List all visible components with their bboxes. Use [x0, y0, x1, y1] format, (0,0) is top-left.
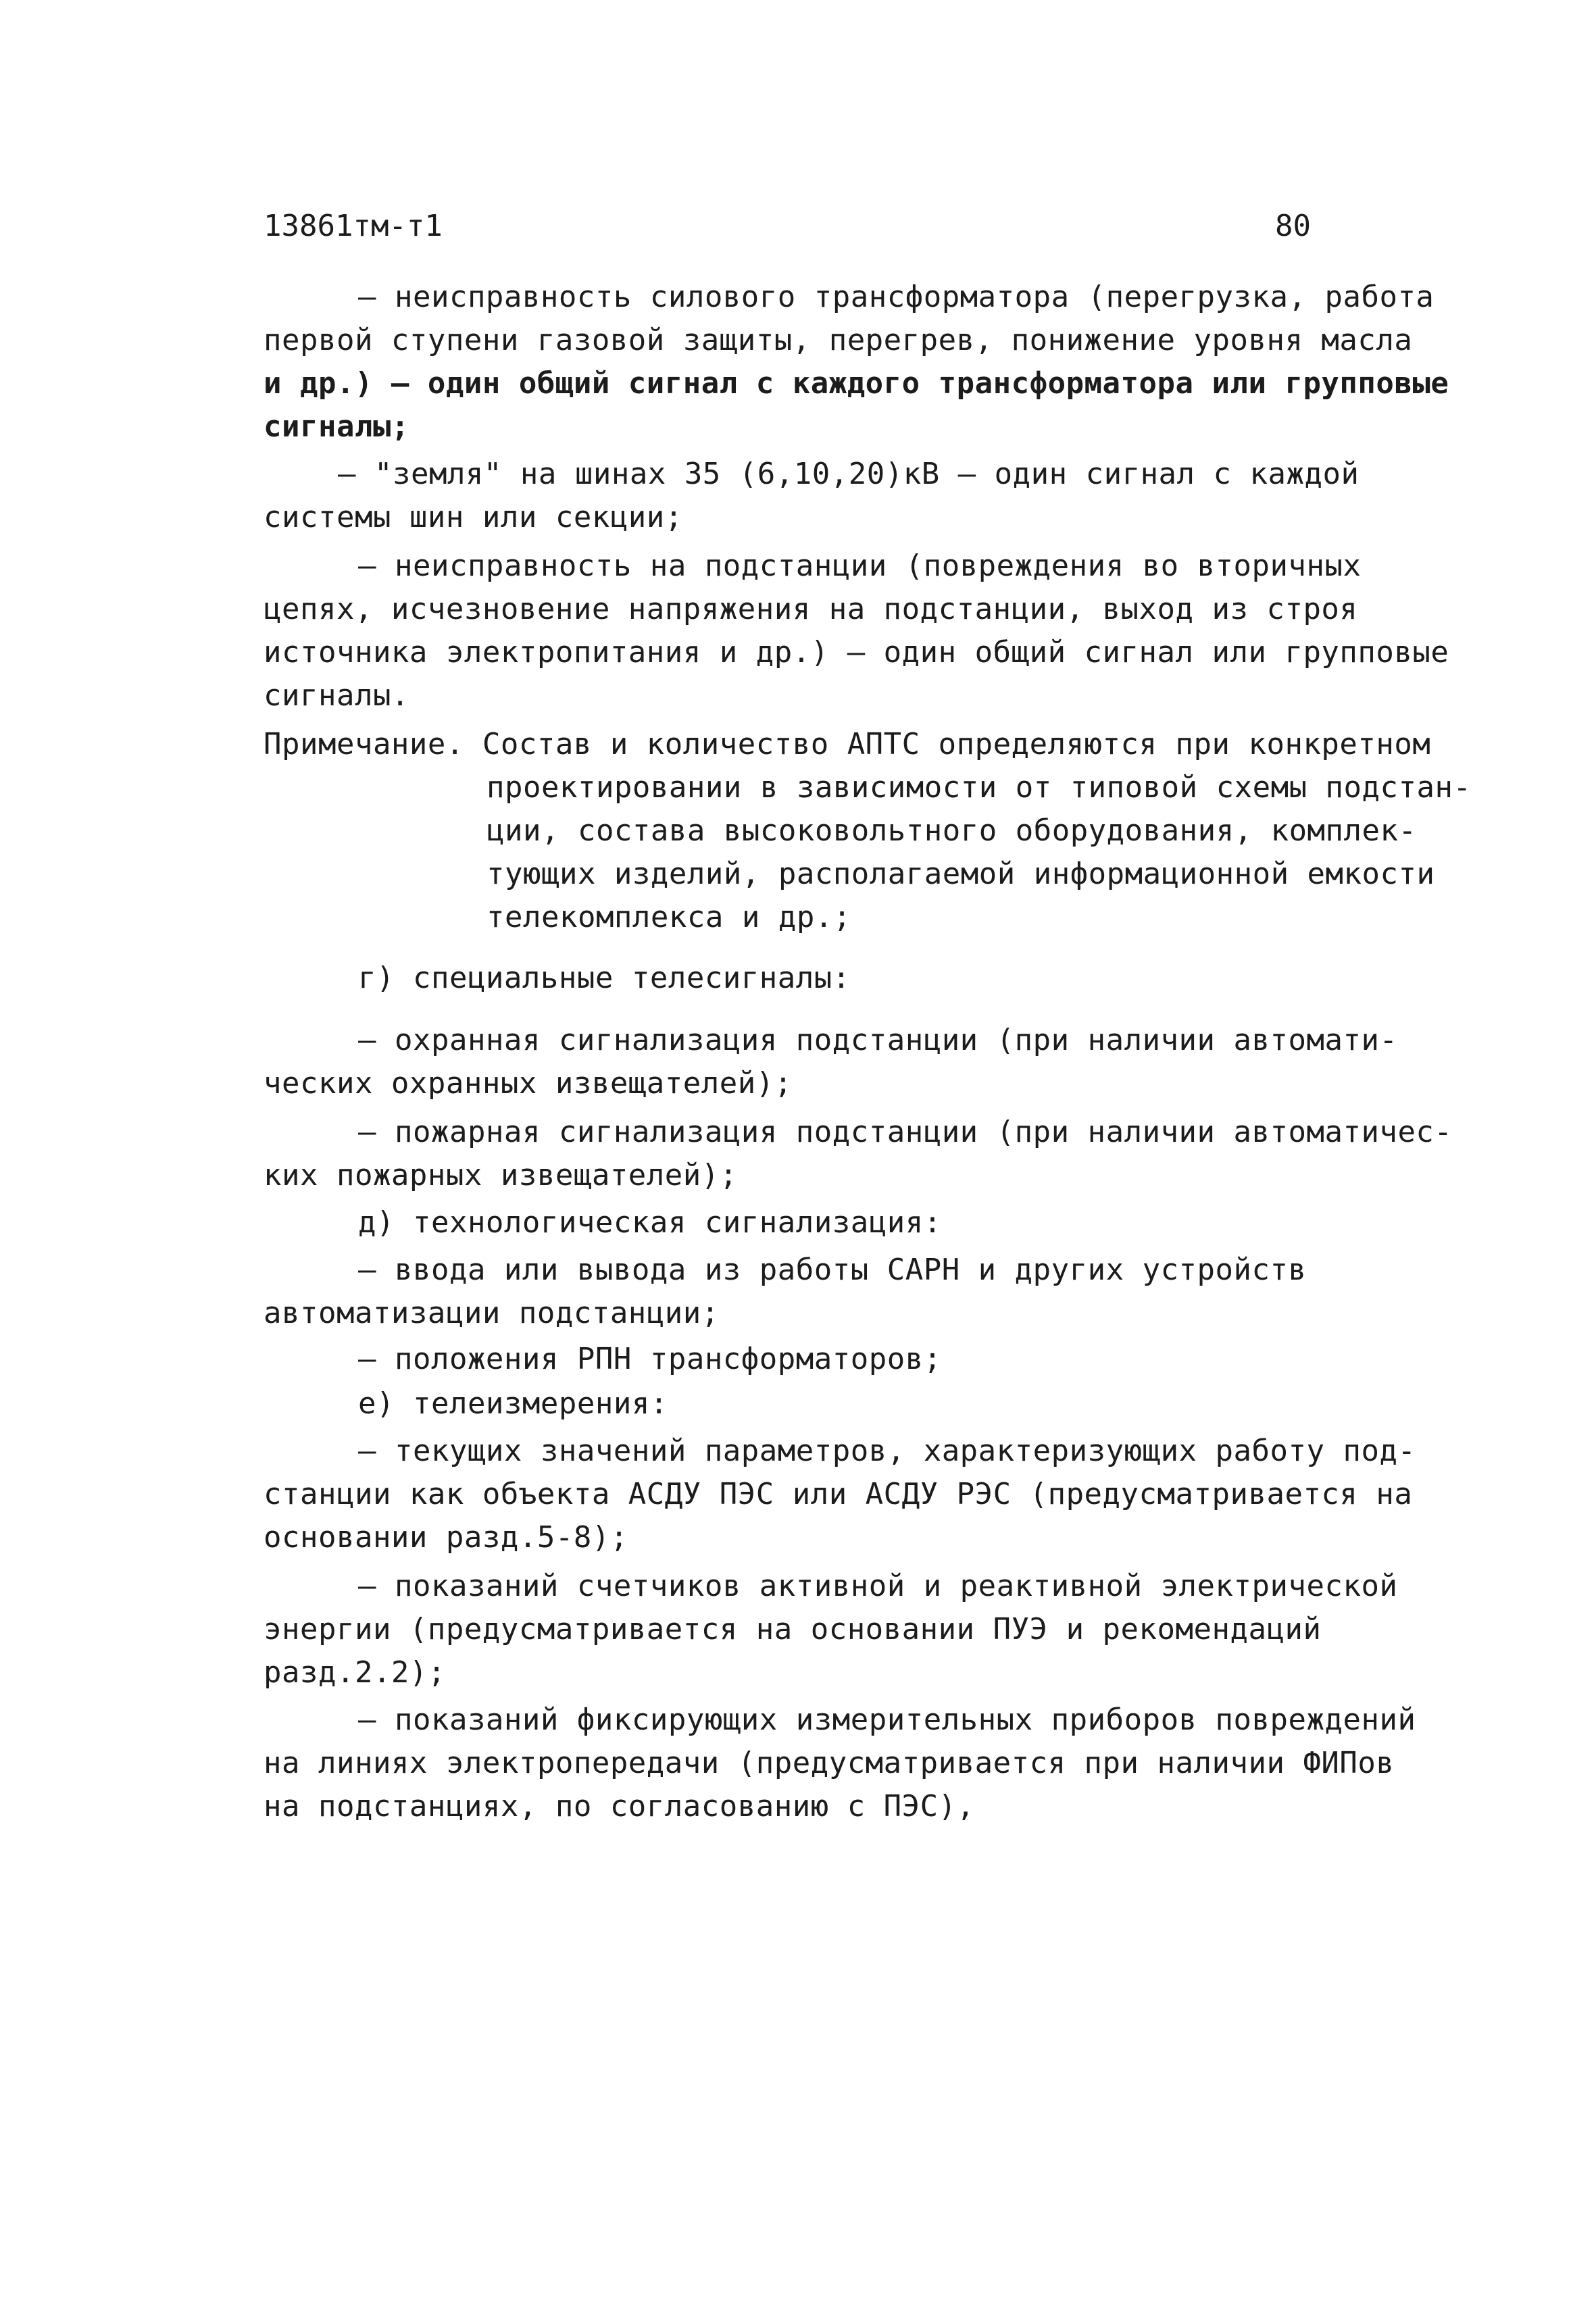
- text-line: цепях, исчезновение напряжения на подстанции, выход из строя: [264, 592, 1358, 626]
- text-line: – неисправность силового трансформатора (перегрузка, работа: [358, 280, 1435, 314]
- text-line: энергии (предусматривается на основании ПУЭ и рекомендаций: [264, 1612, 1322, 1646]
- text-line: – ввода или вывода из работы САРН и других устройств: [358, 1253, 1307, 1287]
- text-line: – охранная сигнализация подстанции (при наличии автомати-: [358, 1023, 1398, 1057]
- text-line: – текущих значений параметров, характеризующих работу под-: [358, 1434, 1416, 1468]
- text-line: – показаний счетчиков активной и реактивной электрической: [358, 1569, 1398, 1603]
- section-heading: е) телеизмерения:: [358, 1386, 668, 1421]
- text-line: основании разд.5-8);: [264, 1520, 628, 1555]
- text-line: разд.2.2);: [264, 1655, 446, 1690]
- page-number: 80: [1275, 209, 1311, 243]
- text-line: источника электропитания и др.) – один общий сигнал или групповые: [264, 635, 1449, 670]
- page-header: [264, 203, 1338, 250]
- text-line: проектировании в зависимости от типовой схемы подстан-: [487, 770, 1472, 805]
- text-line: телекомплекса и др.;: [487, 900, 851, 934]
- text-line: – пожарная сигнализация подстанции (при наличии автоматичес-: [358, 1115, 1453, 1149]
- text-line: сигналы.: [264, 678, 409, 713]
- text-line: на подстанциях, по согласованию с ПЭС),: [264, 1789, 975, 1823]
- text-line: – показаний фиксирующих измерительных приборов повреждений: [358, 1703, 1416, 1737]
- text-line: первой ступени газовой защиты, перегрев, понижение уровня масла: [264, 323, 1413, 357]
- text-line: – положения РПН трансформаторов;: [358, 1342, 942, 1376]
- text-line: ческих охранных извещателей);: [264, 1066, 793, 1101]
- text-line: ких пожарных извещателей);: [264, 1158, 738, 1192]
- document-code: 13861тм-т1: [264, 209, 443, 243]
- note-label-line: Примечание. Состав и количество АПТС определяются при конкретном: [264, 727, 1431, 761]
- text-line: – неисправность на подстанции (повреждения во вторичных: [358, 549, 1362, 583]
- text-line: – "земля" на шинах 35 (6,10,20)кВ – один сигнал с каждой: [338, 457, 1360, 491]
- text-line: на линиях электропередачи (предусматривается при наличии ФИПов: [264, 1746, 1395, 1780]
- section-heading: д) технологическая сигнализация:: [358, 1205, 942, 1240]
- text-line: сигналы;: [264, 409, 409, 444]
- text-line: и др.) – один общий сигнал с каждого трансформатора или групповые: [264, 366, 1449, 401]
- text-line: ции, состава высоковольтного оборудования, комплек-: [487, 813, 1417, 848]
- text-line: тующих изделий, располагаемой информационной емкости: [487, 857, 1435, 891]
- text-line: станции как объекта АСДУ ПЭС или АСДУ РЭС (предусматривается на: [264, 1477, 1413, 1511]
- section-heading: г) специальные телесигналы:: [358, 961, 851, 995]
- text-line: автоматизации подстанции;: [264, 1296, 720, 1330]
- text-line: системы шин или секции;: [264, 500, 683, 534]
